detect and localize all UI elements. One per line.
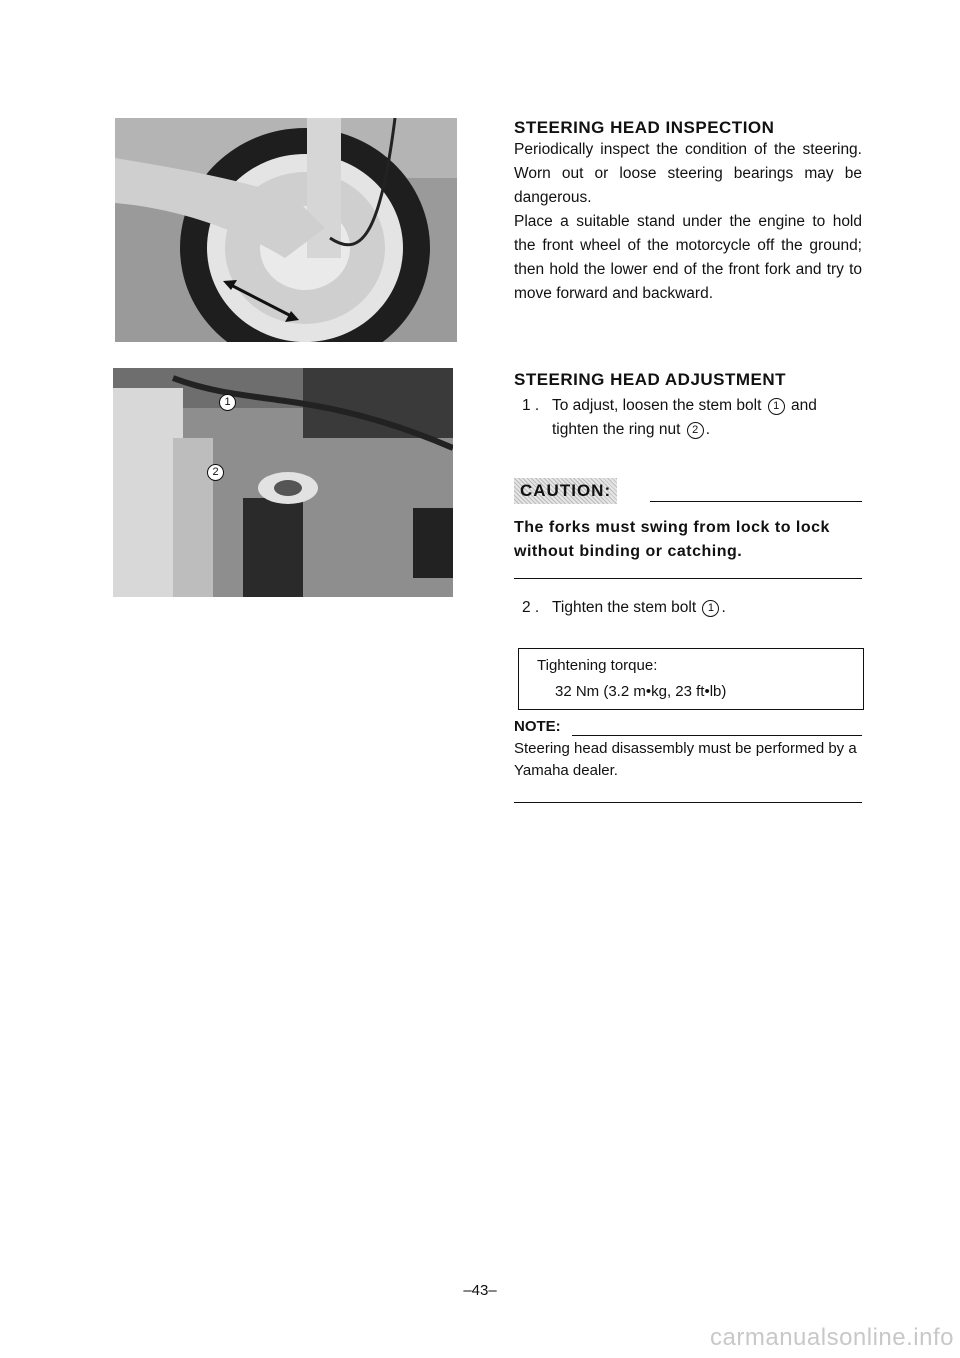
steering-stem-illustration <box>113 368 453 597</box>
torque-spec-box <box>518 648 864 710</box>
adjustment-heading: STEERING HEAD ADJUSTMENT <box>514 370 787 389</box>
caution-label: CAUTION: <box>514 478 617 504</box>
caution-text: The forks must swing from lock to lock without binding or catching. <box>514 519 830 560</box>
note-text: Steering head disassembly must be performed by a Yamaha dealer. <box>514 740 857 779</box>
page-number: –43– <box>463 1282 497 1299</box>
inspection-paragraph-1: Periodically inspect the condition of the steering. Worn out or loose steering bearings may be dangerous. <box>514 141 862 206</box>
photo-callout-1: 1 <box>219 394 236 411</box>
adjustment-step-2 <box>514 596 862 620</box>
torque-label: Tightening torque: <box>537 657 658 674</box>
step-2-text: Tighten the stem bolt <box>552 599 697 616</box>
wheel-inspection-photo <box>115 118 457 342</box>
photo-callout-2: 2 <box>207 464 224 481</box>
step-2-number: 2 . <box>522 599 540 616</box>
step-2-callout-icon: 1 <box>702 600 719 617</box>
inspection-heading: STEERING HEAD INSPECTION <box>514 118 775 137</box>
adjustment-step-1 <box>514 394 862 442</box>
adjustment-section <box>514 370 862 442</box>
inspection-paragraph-2: Place a suitable stand under the engine to hold the front wheel of the motorcycle off the ground; then hold the lower end of the front fork and try to move forward and backward. <box>514 213 862 302</box>
torque-value: 32 Nm (3.2 m•kg, 23 ft•lb) <box>555 683 727 700</box>
watermark: carmanualsonline.info <box>710 1324 954 1351</box>
step-1-number: 1 . <box>522 397 540 414</box>
inspection-section <box>514 118 862 306</box>
wheel-photo-illustration <box>115 118 457 342</box>
caution-block <box>514 478 862 579</box>
caution-end-rule <box>514 578 862 579</box>
step-1-text-b: and tighten the ring nut <box>552 397 817 438</box>
callout-1-icon: 1 <box>768 398 785 415</box>
note-rule <box>572 735 862 736</box>
step-2-end: . <box>721 599 726 616</box>
note-end-rule <box>514 802 862 803</box>
note-label: NOTE: <box>514 718 561 735</box>
callout-2-icon: 2 <box>687 422 704 439</box>
step-1-text-a: To adjust, loosen the stem bolt <box>552 397 762 414</box>
steering-stem-photo <box>113 368 453 597</box>
note-block <box>514 718 862 803</box>
caution-rule <box>650 501 862 502</box>
step-1-end: . <box>705 421 711 438</box>
